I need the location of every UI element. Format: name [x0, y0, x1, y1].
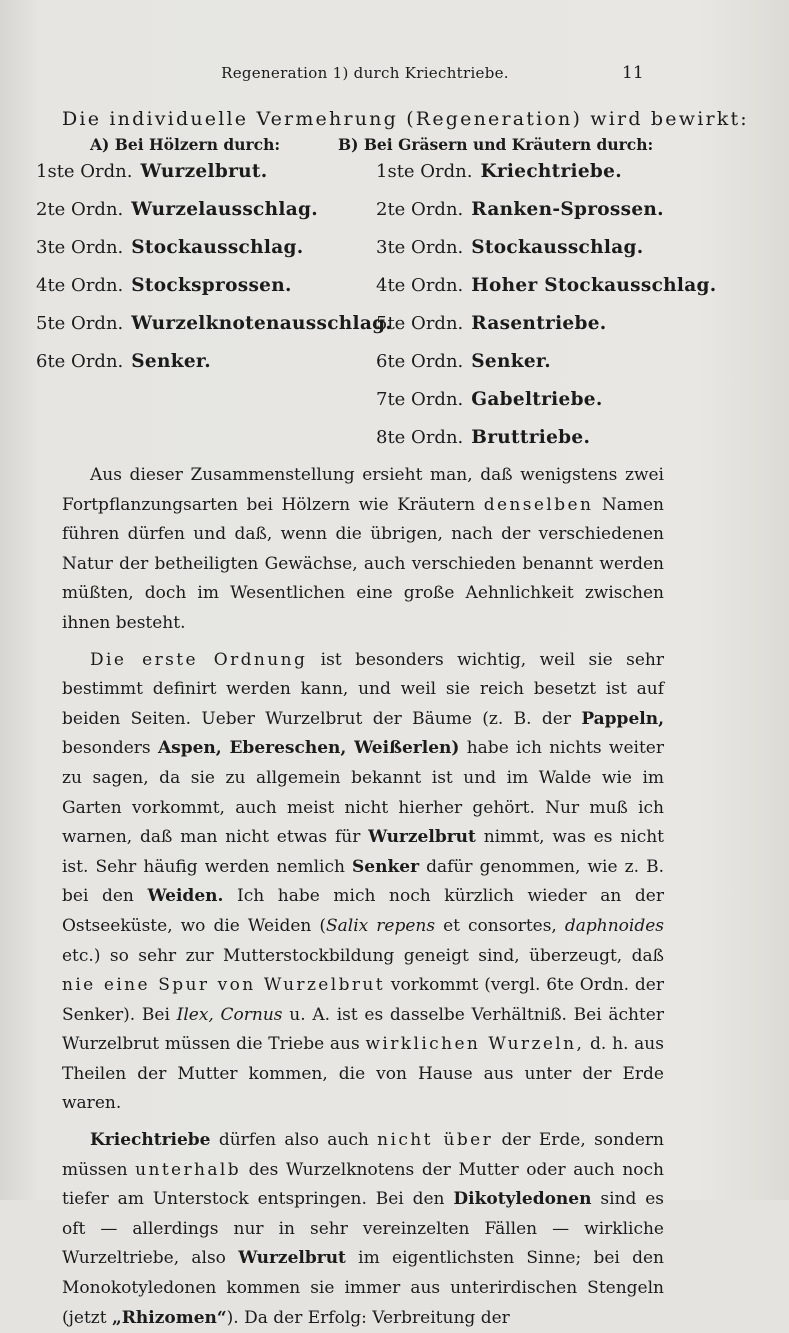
emphasis-bold: Dikotyledonen — [453, 1189, 592, 1210]
column-heading-b: B) Bei Gräsern und Kräutern durch: — [338, 135, 654, 154]
order-term: Gabeltriebe. — [471, 389, 603, 410]
column-heading-a: A) Bei Hölzern durch: — [90, 135, 281, 154]
order-a-1 — [36, 161, 267, 189]
emphasis-bold: „Rhizomen“ — [112, 1307, 227, 1328]
order-term: Wurzelausschlag. — [131, 199, 318, 220]
text-run: et consortes, — [435, 915, 565, 936]
emphasis-spaced: wirklichen Wurzeln, — [365, 1034, 585, 1055]
order-number: 4te Ordn. — [36, 275, 124, 296]
emphasis-italic: Salix repens — [326, 915, 436, 936]
order-number: 5te Ordn. — [36, 313, 124, 334]
text-run: dürfen also auch — [210, 1130, 378, 1151]
emphasis-spaced: unterhalb — [135, 1159, 242, 1180]
order-term: Senker. — [131, 351, 212, 372]
order-a-2 — [36, 199, 318, 227]
text-run: d. h. aus Theilen der Mutter kommen, die von Hause aus unter der Erde waren. — [62, 1034, 664, 1114]
text-run: nimmt, was es nicht ist. Sehr häufig werden nemlich — [62, 827, 664, 877]
emphasis-bold: Kriechtriebe — [90, 1130, 211, 1151]
order-term: Senker. — [471, 351, 552, 372]
order-number: 3te Ordn. — [36, 237, 124, 258]
emphasis-spaced: nicht über — [377, 1130, 494, 1151]
order-b-2 — [376, 199, 664, 227]
order-b-3 — [376, 237, 643, 265]
order-number: 2te Ordn. — [376, 199, 464, 220]
text-run: ist besonders wichtig, weil sie sehr bestimmt definirt werden kann, und weil sie reich besetzt ist auf beiden Seiten. Ueber Wurzelbrut der Bäume (z. B. der — [62, 649, 664, 729]
order-b-4 — [376, 275, 717, 303]
order-a-4 — [36, 275, 292, 303]
order-term: Wurzelknotenausschlag. — [131, 313, 393, 334]
emphasis-spaced: nie eine Spur von Wurzelbrut — [62, 975, 385, 996]
text-run: Namen führen dürfen und daß, wenn die übrigen, nach der verschiedenen Natur der betheiligten Gewächse, auch verschieden benannt werden müßten, doch im Wesentlichen eine große Aehnlichkeit zwischen ihnen besteht. — [62, 494, 665, 633]
text-run: im eigentlichsten Sinne; bei den Monokotyledonen kommen sie immer aus unterirdischen Stengeln (jetzt — [62, 1248, 664, 1328]
order-b-5 — [376, 313, 607, 341]
text-run: der Erde, sondern müssen — [62, 1130, 665, 1180]
emphasis-bold: Senker — [352, 856, 420, 877]
order-a-3 — [36, 237, 303, 265]
emphasis-bold: Aspen, Ebereschen, Weißerlen) — [157, 738, 460, 759]
text-run: Aus dieser Zusammenstellung ersieht man, daß wenigstens zwei Fortpflanzungsarten bei Hölzern wie Kräutern — [62, 465, 664, 515]
text-run: des Wurzelknotens der Mutter oder auch noch tiefer am Unterstock entspringen. Bei den — [62, 1159, 664, 1210]
paragraph-3 — [62, 1126, 664, 1333]
intro-line: Die individuelle Vermehrung (Regeneration) wird bewirkt: — [62, 108, 749, 130]
paragraph-2 — [62, 646, 664, 1120]
emphasis-spaced: Die erste Ordnung — [90, 649, 308, 670]
text-run: dafür genommen, wie z. B. bei den — [62, 856, 664, 907]
order-term: Kriechtriebe. — [480, 161, 622, 182]
order-a-6 — [36, 351, 211, 379]
order-number: 1ste Ordn. — [376, 161, 473, 182]
text-run: besonders — [62, 738, 158, 759]
text-run: ). Da der Erfolg: Verbreitung der — [226, 1307, 510, 1328]
order-b-6 — [376, 351, 551, 379]
orders-list — [36, 161, 717, 461]
order-a-5 — [36, 313, 392, 341]
order-number: 1ste Ordn. — [36, 161, 133, 182]
paragraph-1 — [62, 461, 664, 639]
order-number: 8te Ordn. — [376, 427, 464, 448]
order-number: 4te Ordn. — [376, 275, 464, 296]
order-b-7 — [376, 389, 603, 417]
text-run: vorkommt (vergl. 6te Ordn. der Senker). Bei — [62, 975, 664, 1025]
order-term: Hoher Stockausschlag. — [471, 275, 717, 296]
text-run: sind es oft — allerdings nur in sehr vereinzelten Fällen — wirkliche Wurzeltriebe, also — [62, 1189, 664, 1269]
running-title: Regeneration 1) durch Kriechtriebe. — [221, 64, 509, 82]
order-term: Stocksprossen. — [131, 275, 292, 296]
order-term: Ranken-Sprossen. — [471, 199, 664, 220]
order-term: Wurzelbrut. — [140, 161, 268, 182]
order-number: 6te Ordn. — [36, 351, 124, 372]
emphasis-bold: Pappeln, — [581, 708, 664, 729]
text-block — [36, 108, 749, 1333]
emphasis-bold: Wurzelbrut — [238, 1248, 346, 1269]
order-number: 3te Ordn. — [376, 237, 464, 258]
emphasis-bold: Weiden. — [147, 886, 224, 907]
order-term: Rasentriebe. — [471, 313, 607, 334]
order-term: Bruttriebe. — [471, 427, 591, 448]
order-number: 6te Ordn. — [376, 351, 464, 372]
page-number: 11 — [622, 63, 644, 83]
order-term: Stockausschlag. — [471, 237, 644, 258]
text-run: etc.) so sehr zur Mutterstockbildung geneigt sind, überzeugt, daß — [62, 945, 664, 966]
page-header — [0, 62, 789, 86]
order-term: Stockausschlag. — [131, 237, 304, 258]
text-run: u. A. ist es dasselbe Verhältniß. Bei ächter Wurzelbrut müssen die Triebe aus — [62, 1004, 664, 1055]
order-b-8 — [376, 427, 590, 455]
column-headings — [62, 135, 664, 161]
order-b-1 — [376, 161, 622, 189]
text-run: habe ich nichts weiter zu sagen, da sie zu allgemein bekannt ist und im Walde wie im Garten vorkommt, auch meist nicht hierher gehört. Nur muß ich warnen, daß man nicht etwas für — [62, 738, 664, 848]
order-number: 2te Ordn. — [36, 199, 124, 220]
emphasis-spaced: denselben — [483, 494, 594, 515]
emphasis-bold: Wurzelbrut — [368, 827, 476, 848]
order-number: 7te Ordn. — [376, 389, 464, 410]
emphasis-italic: Ilex, Cornus — [176, 1004, 283, 1025]
text-run: Ich habe mich noch kürzlich wieder an der Ostseeküste, wo die Weiden ( — [62, 886, 664, 936]
order-number: 5te Ordn. — [376, 313, 464, 334]
emphasis-italic: daphnoides — [564, 915, 665, 936]
